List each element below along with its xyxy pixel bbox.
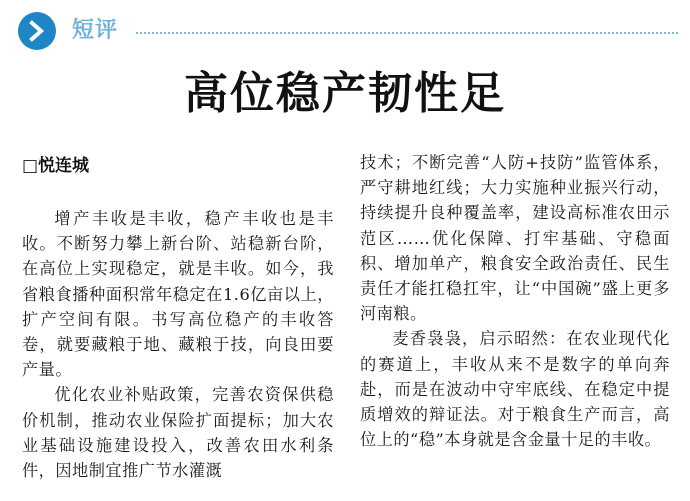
article-paragraph: 增产丰收是丰收，稳产丰收也是丰收。不断努力攀上新台阶、站稳新台阶，在高位上实现稳定，就是丰收。如今，我省粮食播种面积常年稳定在1.6亿亩以上，扩产空间有限。书写高位稳产的丰收答卷，就要藏粮于地、藏粮于技，向良田要产量。 (22, 209, 334, 380)
dotted-divider (136, 32, 678, 34)
article-paragraph: 优化农业补贴政策，完善农资保供稳价机制，推动农业保险扩面提标；加大农业基础设施建设投入，改善农田水利条件，因地制宜推广节水灌溉 (22, 385, 334, 481)
article-byline: □悦连城 (22, 156, 90, 176)
article-column-left (22, 206, 334, 483)
section-badge (18, 12, 56, 50)
section-label: 短评 (72, 18, 119, 43)
article-paragraph-continued: 技术；不断完善“人防+技防”监管体系，严守耕地红线；大力实施种业振兴行动，持续提升良种覆盖率，建设高标准农田示范区……优化保障、打牢基础、守稳面积、增加单产，粮食安全政治责任、民生责任才能扛稳扛牢，让“中国碗”盛上更多河南粮。 (360, 153, 670, 324)
section-header (18, 12, 678, 52)
article-column-right (360, 150, 670, 452)
chevron-right-icon (26, 20, 48, 42)
article-paragraph: 麦香袅袅，启示昭然：在农业现代化的赛道上，丰收从来不是数字的单向奔赴，而是在波动中守牢底线、在稳定中提质增效的辩证法。对于粮食生产而言，高位上的“稳”本身就是含金量十足的丰收。 (360, 329, 670, 450)
article-title: 高位稳产韧性足 (184, 68, 506, 119)
